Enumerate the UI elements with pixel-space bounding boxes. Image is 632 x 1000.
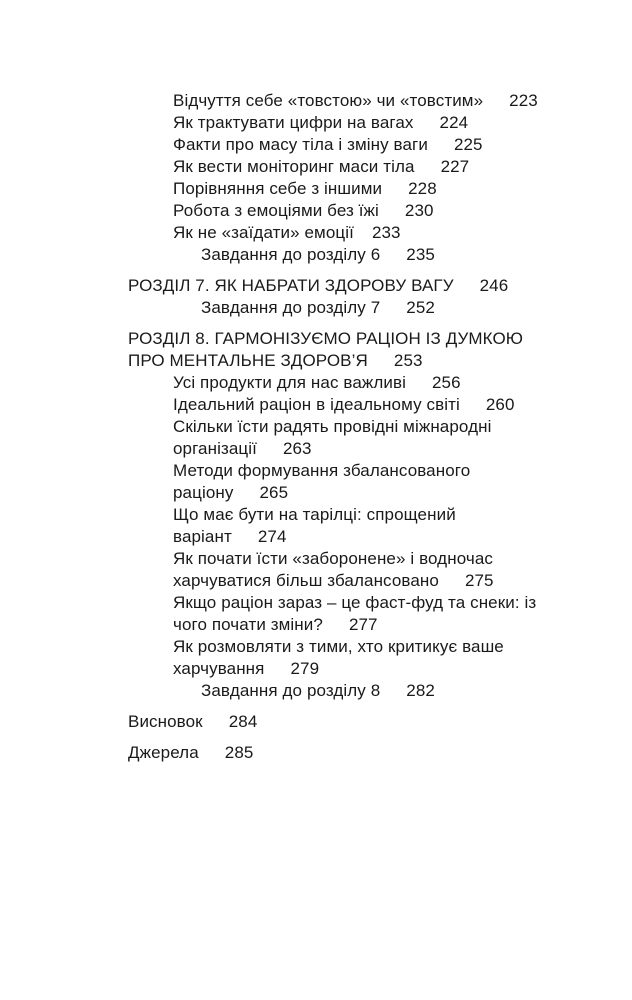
toc-entry-title: Завдання до розділу 6 — [201, 245, 381, 264]
toc-entry-title: Як вести моніторинг маси тіла — [173, 157, 415, 176]
toc-section-entry — [128, 711, 257, 733]
toc-entry — [173, 504, 456, 526]
toc-entry — [173, 372, 461, 394]
toc-entry-title: Якщо раціон зараз – це фаст-фуд та снеки: із — [173, 593, 537, 612]
toc-entry-page: 223 — [509, 91, 538, 110]
toc-entry — [173, 200, 434, 222]
toc-entry-page: 256 — [431, 373, 461, 392]
toc-entry-title: варіант — [173, 527, 232, 546]
toc-entry-title: Завдання до розділу 8 — [201, 681, 381, 700]
toc-chapter-title: РОЗДІЛ 8. ГАРМОНІЗУЄМО РАЦІОН ІЗ ДУМКОЮ — [128, 329, 524, 348]
toc-task-entry — [201, 297, 435, 319]
toc-entry-title: Ідеальний раціон в ідеальному світі — [173, 395, 460, 414]
toc-entry-title: харчування — [173, 659, 265, 678]
toc-entry-title: Що має бути на тарілці: спрощений — [173, 505, 456, 524]
toc-entry — [173, 222, 401, 244]
toc-entry-title: Як почати їсти «заборонене» і водночас — [173, 549, 493, 568]
toc-entry-title: Відчуття себе «товстою» чи «товстим» — [173, 91, 484, 110]
toc-task-entry — [201, 680, 435, 702]
toc-entry — [173, 460, 470, 482]
toc-entry-title: Як трактувати цифри на вагах — [173, 113, 414, 132]
toc-entry — [173, 156, 469, 178]
toc-entry — [173, 592, 536, 614]
toc-entry-page: 224 — [439, 113, 469, 132]
toc-entry-title: Факти про масу тіла і зміну ваги — [173, 135, 428, 154]
toc-entry-page: 285 — [224, 743, 254, 762]
toc-entry-title: Як не «заїдати» емоції — [173, 223, 354, 242]
toc-entry-page: 225 — [453, 135, 483, 154]
toc-entry-page: 260 — [485, 395, 515, 414]
toc-entry — [173, 416, 491, 438]
toc-entry-title: раціону — [173, 483, 234, 502]
toc-chapter-heading — [128, 275, 508, 297]
toc-entry-title: харчуватися більш збалансовано — [173, 571, 439, 590]
toc-entry-page: 277 — [348, 615, 378, 634]
toc-task-entry — [201, 244, 435, 266]
toc-section-entry — [128, 742, 253, 764]
toc-entry-page: 274 — [257, 527, 287, 546]
toc-entry-page: 233 — [371, 223, 401, 242]
toc-entry-cont — [173, 526, 287, 548]
toc-entry-title: Висновок — [128, 712, 203, 731]
toc-entry-page: 284 — [228, 712, 258, 731]
toc-entry — [173, 112, 468, 134]
toc-entry-title: Як розмовляти з тими, хто критикує ваше — [173, 637, 504, 656]
toc-chapter-heading — [128, 328, 523, 350]
toc-entry-title: організації — [173, 439, 257, 458]
toc-entry-page: 235 — [406, 245, 435, 264]
toc-entry-cont — [173, 438, 312, 460]
toc-entry-page: 279 — [290, 659, 320, 678]
toc-entry-title: Методи формування збалансованого — [173, 461, 471, 480]
toc-entry-page: 227 — [440, 157, 470, 176]
toc-entry — [173, 548, 493, 570]
toc-entry-page: 263 — [282, 439, 312, 458]
toc-entry-page: 275 — [464, 571, 494, 590]
toc-entry-page: 246 — [479, 276, 509, 295]
toc-entry-cont — [173, 482, 288, 504]
toc-entry — [173, 134, 483, 156]
toc-entry-title: Скільки їсти радять провідні міжнародні — [173, 417, 492, 436]
toc-chapter-title: ПРО МЕНТАЛЬНЕ ЗДОРОВ’Я — [128, 351, 368, 370]
toc-entry-page: 253 — [393, 351, 423, 370]
toc-chapter-heading-cont — [128, 350, 423, 372]
toc-entry-title: Робота з емоціями без їжі — [173, 201, 379, 220]
toc-entry-title: Завдання до розділу 7 — [201, 298, 381, 317]
toc-entry-page: 265 — [259, 483, 289, 502]
toc-entry-title: Усі продукти для нас важливі — [173, 373, 406, 392]
toc-entry-title: чого почати зміни? — [173, 615, 323, 634]
toc-entry-title: Джерела — [128, 743, 199, 762]
toc-entry-cont — [173, 658, 319, 680]
toc-entry-page: 228 — [408, 179, 437, 198]
toc-chapter-title: РОЗДІЛ 7. ЯК НАБРАТИ ЗДОРОВУ ВАГУ — [128, 276, 454, 295]
toc-entry-page: 230 — [404, 201, 434, 220]
toc-entry-page: 252 — [406, 298, 435, 317]
toc-entry-page: 282 — [406, 681, 435, 700]
toc-entry-title: Порівняння себе з іншими — [173, 179, 383, 198]
toc-entry — [173, 394, 515, 416]
toc-entry — [173, 178, 437, 200]
toc-entry — [173, 90, 538, 112]
toc-entry-cont — [173, 570, 494, 592]
toc-entry-cont — [173, 614, 378, 636]
toc-entry — [173, 636, 504, 658]
